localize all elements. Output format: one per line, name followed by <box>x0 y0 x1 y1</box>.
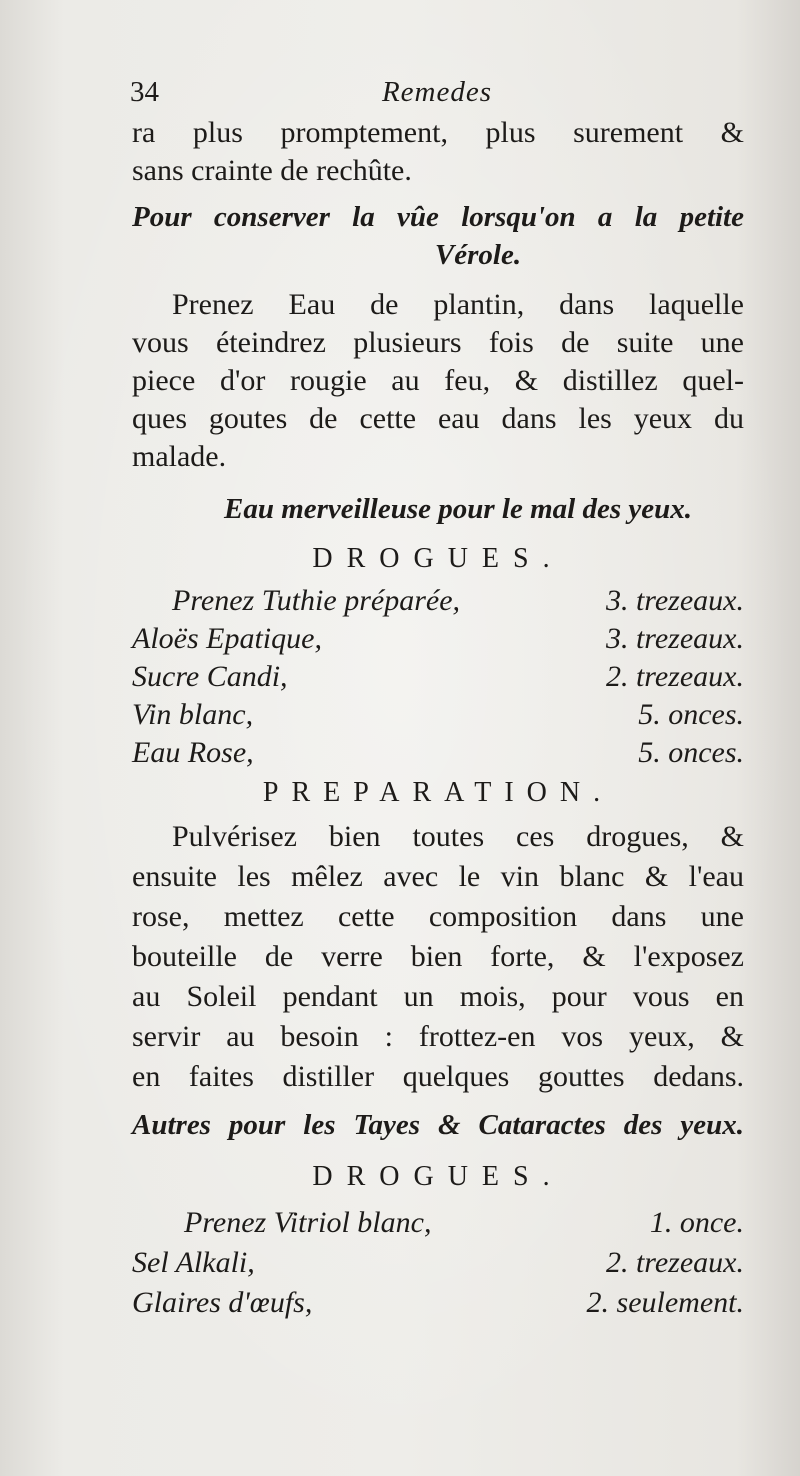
preparation-heading: PREPARATION. <box>262 777 614 808</box>
paragraph-line: servir au besoin : frottez-en vos yeux, & <box>132 1020 744 1053</box>
recipe-title: Autres pour les Tayes & Cataractes des yeux. <box>132 1109 744 1141</box>
drogues-heading: DROGUES. <box>312 1161 564 1192</box>
drogue-name: Eau Rose, <box>132 736 254 769</box>
drogue-name: Glaires d'œufs, <box>132 1286 313 1319</box>
drogue-quantity: 2. trezeaux. <box>605 1246 744 1279</box>
drogues-heading: DROGUES. <box>312 543 564 574</box>
paragraph-line: Pulvérisez bien toutes ces drogues, & <box>172 820 744 853</box>
paragraph-line: vous éteindrez plusieurs fois de suite une <box>132 326 744 359</box>
drogue-name: Sel Alkali, <box>132 1246 255 1279</box>
drogue-row <box>132 734 744 772</box>
paragraph-line: ensuite les mêlez avec le vin blanc & l'eau <box>132 860 744 893</box>
paragraph-line: rose, mettez cette composition dans une <box>132 900 744 933</box>
drogue-quantity: 2. trezeaux. <box>605 660 744 693</box>
paragraph-line: ques goutes de cette eau dans les yeux du <box>132 402 744 435</box>
recipe-title: Pour conserver la vûe lorsqu'on a la petite <box>132 201 744 233</box>
paragraph-line: piece d'or rougie au feu, & distillez quel- <box>132 364 744 397</box>
drogue-row <box>132 620 744 658</box>
paragraph-line: en faites distiller quelques gouttes dedans. <box>132 1060 744 1093</box>
recipe-title: Vérole. <box>434 239 522 271</box>
running-title: Remedes <box>381 76 493 108</box>
drogue-name: Prenez Vitriol blanc, <box>184 1206 432 1239</box>
recipe-title: Eau merveilleuse pour le mal des yeux. <box>224 493 692 525</box>
drogue-row <box>132 696 744 734</box>
drogue-row <box>132 1204 744 1242</box>
drogue-name: Aloës Epatique, <box>132 622 322 655</box>
page-number: 34 <box>130 76 159 108</box>
paragraph-line: bouteille de verre bien forte, & l'exposez <box>132 940 744 973</box>
continuation-line: ra plus promptement, plus surement & <box>132 116 744 149</box>
page-body <box>132 114 744 1364</box>
paragraph-line: Prenez Eau de plantin, dans laquelle <box>172 288 744 321</box>
drogue-name: Sucre Candi, <box>132 660 288 693</box>
paragraph-line: malade. <box>132 440 227 473</box>
drogue-quantity: 5. onces. <box>638 698 744 731</box>
drogue-row <box>132 658 744 696</box>
drogue-row <box>132 582 744 620</box>
drogue-quantity: 3. trezeaux. <box>605 584 744 617</box>
drogue-quantity: 3. trezeaux. <box>605 622 744 655</box>
drogue-row <box>132 1244 744 1282</box>
drogue-name: Prenez Tuthie préparée, <box>172 584 461 617</box>
paragraph-line: au Soleil pendant un mois, pour vous en <box>132 980 744 1013</box>
drogue-quantity: 1. once. <box>649 1206 744 1239</box>
running-head <box>130 76 744 116</box>
drogue-row <box>132 1284 744 1322</box>
continuation-line: sans crainte de rechûte. <box>132 154 412 187</box>
drogue-quantity: 5. onces. <box>638 736 744 769</box>
drogue-quantity: 2. seulement. <box>586 1286 744 1319</box>
drogue-name: Vin blanc, <box>132 698 254 731</box>
